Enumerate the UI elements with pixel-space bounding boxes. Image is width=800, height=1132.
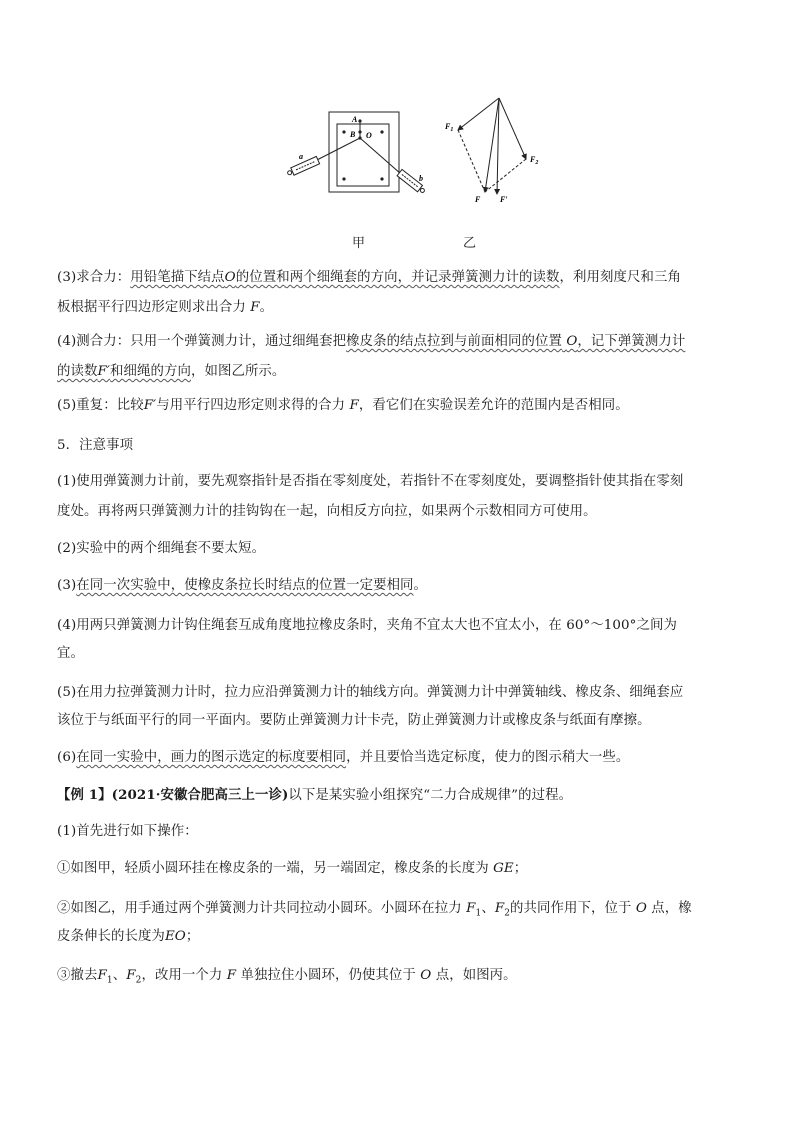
note-1-line-2: 度处。再将两只弹簧测力计的挂钩钩在一起，向相反方向拉，如果两个示数相同方可使用。 (57, 504, 597, 519)
example-1-sub-1: (1)首先进行如下操作： (57, 824, 198, 839)
label-A: A (352, 115, 358, 124)
figure-jia-board (286, 112, 426, 195)
label-F1: $F_1$ (445, 122, 454, 133)
step-3-line-2: 板根据平行四边形定则求出合力 F。 (57, 300, 274, 315)
section-title: 5．注意事项 (57, 438, 134, 453)
caption-jia: 甲 (352, 236, 366, 251)
note-3: (3)在同一次实验中，使橡皮条拉长时结点的位置一定要相同。 (57, 578, 428, 593)
example-1-item-2-line-1: ②如图乙，用手通过两个弹簧测力计共同拉动小圆环。小圆环在拉力 $F_1$、$F_2$的共同作用下，位于 O 点，橡 (57, 901, 692, 919)
example-1-item-3: ③撤去$F_1$、$F_2$，改用一个力 F 单独拉住小圆环，仍使其位于 O 点，如图丙。 (57, 968, 517, 986)
example-1-item-2-line-2: 皮条伸长的长度为EO； (57, 929, 200, 944)
label-F2: $F_2$ (530, 155, 539, 166)
note-6: (6)在同一实验中，画力的图示选定的标度要相同，并且要恰当选定标度，使力的图示稍大一些。 (57, 750, 630, 765)
note-1-line-1: (1)使用弹簧测力计前，要先观察指针是否指在零刻度处，若指针不在零刻度处，要调整指针使其指在零刻 (57, 474, 684, 489)
note-4-line-1: (4)用两只弹簧测力计钩住绳套互成角度地拉橡皮条时，夹角不宜太大也不宜太小，在 60°～100°之间为 (57, 618, 677, 633)
note-2: (2)实验中的两个细绳套不要太短。 (57, 541, 266, 556)
step-4-line-1: (4)测合力：只用一个弹簧测力计，通过细绳套把橡皮条的结点拉到与前面相同的位置 O，记下弹簧测力计 (57, 334, 686, 349)
step-4-line-2: 的读数F′和细绳的方向，如图乙所示。 (57, 364, 286, 379)
label-a: a (299, 152, 303, 161)
label-B: B (350, 130, 356, 139)
caption-yi: 乙 (463, 236, 477, 251)
experiment-figure (285, 92, 545, 218)
example-1-heading: 【例 1】(2021·安徽合肥高三上一诊)以下是某实验小组探究“二力合成规律”的过程。 (57, 787, 573, 803)
note-5-line-1: (5)在用力拉弹簧测力计时，拉力应沿弹簧测力计的轴线方向。弹簧测力计中弹簧轴线、橡皮条、细绳套应 (57, 685, 684, 700)
example-1-item-1: ①如图甲，轻质小圆环挂在橡皮条的一端，另一端固定，橡皮条的长度为 GE； (57, 861, 528, 876)
label-F-prime: F′ (500, 195, 508, 204)
label-O: O (366, 131, 372, 140)
note-5-line-2: 该位于与纸面平行的同一平面内。要防止弹簧测力计卡壳，防止弹簧测力计或橡皮条与纸面有摩擦。 (57, 713, 651, 728)
figure-yi-forces (444, 98, 538, 204)
label-b: b (419, 174, 423, 183)
step-3-line-1: (3)求合力：用铅笔描下结点O的位置和两个细绳套的方向，并记录弹簧测力计的读数，利用刻度尺和三角 (57, 270, 681, 285)
step-5: (5)重复：比较F′与用平行四边形定则求得的合力 F，看它们在实验误差允许的范围内是否相同。 (57, 398, 629, 413)
note-4-line-2: 宜。 (57, 646, 84, 661)
label-F: F (475, 195, 481, 204)
